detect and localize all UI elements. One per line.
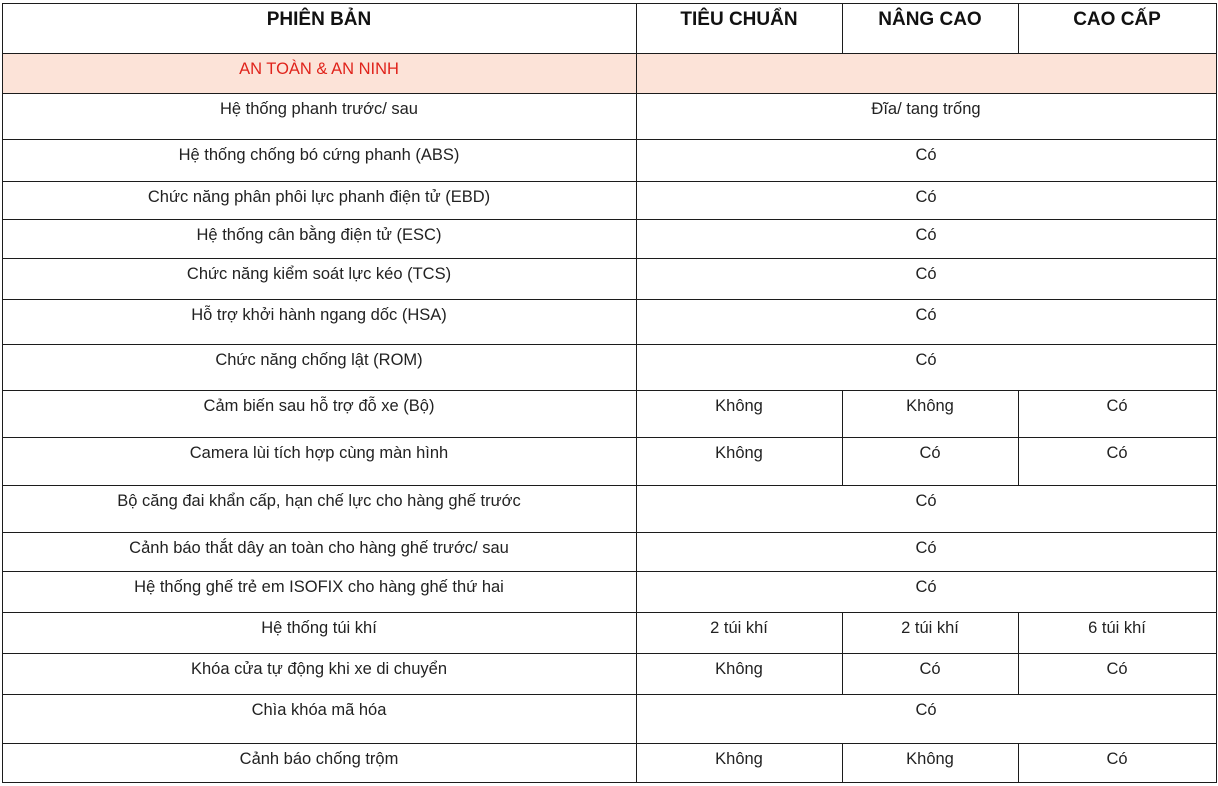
value-merged-cell-text: Có — [915, 306, 937, 324]
feature-cell — [2, 571, 636, 612]
feature-cell — [2, 299, 636, 344]
value-cell-trim-3-text: 6 túi khí — [1088, 619, 1146, 637]
row-border — [2, 653, 1217, 654]
header-feature-text: PHIÊN BẢN — [266, 9, 372, 30]
feature-cell — [2, 390, 636, 437]
value-merged-cell — [636, 694, 1216, 743]
value-cell-trim-2-text: Có — [919, 444, 941, 462]
value-cell-trim-1 — [636, 612, 842, 653]
feature-cell — [2, 139, 636, 181]
feature-cell — [2, 437, 636, 485]
row-border — [2, 694, 1217, 695]
row-border — [2, 3, 1217, 4]
feature-cell-text: Bộ căng đai khẩn cấp, hạn chế lực cho hàng ghế trước — [117, 492, 521, 510]
trim-divider — [842, 3, 843, 53]
header-trim-3-text: CAO CẤP — [1073, 9, 1161, 30]
value-cell-trim-1-text: Không — [715, 397, 763, 415]
feature-cell-text: Cảm biến sau hỗ trợ đỗ xe (Bộ) — [203, 397, 435, 415]
feature-cell — [2, 219, 636, 258]
row-border — [2, 437, 1217, 438]
feature-cell-text: Hỗ trợ khởi hành ngang dốc (HSA) — [191, 306, 447, 324]
trim-divider — [842, 437, 843, 485]
value-cell-trim-2 — [842, 612, 1018, 653]
value-merged-cell — [636, 219, 1216, 258]
value-merged-cell — [636, 93, 1216, 139]
feature-cell — [2, 694, 636, 743]
value-merged-cell-text: Có — [915, 539, 937, 557]
trim-divider — [1018, 743, 1019, 782]
value-cell-trim-1-text: Không — [715, 750, 763, 768]
row-border — [2, 612, 1217, 613]
trim-divider — [842, 612, 843, 653]
row-border — [2, 344, 1217, 345]
value-merged-cell-text: Có — [915, 226, 937, 244]
value-cell-trim-3 — [1018, 612, 1216, 653]
row-border — [2, 532, 1217, 533]
feature-cell — [2, 344, 636, 390]
value-merged-cell-text: Có — [915, 578, 937, 596]
feature-cell-text: Hệ thống ghế trẻ em ISOFIX cho hàng ghế thứ hai — [134, 578, 504, 596]
header-trim-2 — [842, 3, 1018, 53]
value-merged-cell-text: Có — [915, 188, 937, 206]
column-border — [1216, 3, 1217, 782]
value-cell-trim-3 — [1018, 743, 1216, 782]
value-merged-cell — [636, 532, 1216, 571]
row-border — [2, 571, 1217, 572]
value-merged-cell — [636, 344, 1216, 390]
value-merged-cell-text: Đĩa/ tang trống — [871, 100, 981, 118]
trim-divider — [1018, 437, 1019, 485]
feature-cell-text: Chức năng phân phôi lực phanh điện tử (EBD) — [147, 188, 491, 206]
feature-cell-text: Hệ thống cân bằng điện tử (ESC) — [196, 226, 442, 244]
feature-cell — [2, 532, 636, 571]
column-border — [636, 3, 637, 782]
feature-cell — [2, 612, 636, 653]
section-label-text: AN TOÀN & AN NINH — [239, 60, 399, 78]
value-cell-trim-1 — [636, 390, 842, 437]
value-merged-cell — [636, 299, 1216, 344]
value-cell-trim-3-text: Có — [1106, 660, 1128, 678]
feature-cell — [2, 258, 636, 299]
value-cell-trim-1 — [636, 437, 842, 485]
row-border — [2, 93, 1217, 94]
row-border — [2, 743, 1217, 744]
trim-divider — [842, 743, 843, 782]
value-cell-trim-1 — [636, 653, 842, 694]
value-merged-cell — [636, 139, 1216, 181]
value-cell-trim-3-text: Có — [1106, 444, 1128, 462]
value-cell-trim-2-text: Có — [919, 660, 941, 678]
trim-divider — [1018, 612, 1019, 653]
trim-divider — [1018, 653, 1019, 694]
feature-cell-text: Camera lùi tích hợp cùng màn hình — [189, 444, 449, 462]
value-cell-trim-2-text: Không — [906, 397, 954, 415]
header-feature — [2, 3, 636, 53]
feature-cell — [2, 181, 636, 219]
row-border — [2, 139, 1217, 140]
feature-cell-text: Cảnh báo thắt dây an toàn cho hàng ghế trước/ sau — [129, 539, 509, 557]
feature-cell-text: Chìa khóa mã hóa — [251, 701, 387, 719]
value-cell-trim-3-text: Có — [1106, 397, 1128, 415]
value-cell-trim-1-text: Không — [715, 444, 763, 462]
value-merged-cell — [636, 181, 1216, 219]
value-cell-trim-2 — [842, 390, 1018, 437]
header-trim-2-text: NÂNG CAO — [878, 9, 982, 30]
value-cell-trim-3 — [1018, 437, 1216, 485]
value-cell-trim-2 — [842, 743, 1018, 782]
row-border — [2, 299, 1217, 300]
feature-cell — [2, 93, 636, 139]
trim-divider — [1018, 390, 1019, 437]
value-cell-trim-3 — [1018, 653, 1216, 694]
feature-cell-text: Chức năng kiểm soát lực kéo (TCS) — [186, 265, 452, 283]
value-cell-trim-2-text: Không — [906, 750, 954, 768]
value-cell-trim-1 — [636, 743, 842, 782]
value-merged-cell-text: Có — [915, 701, 937, 719]
row-border — [2, 181, 1217, 182]
header-trim-1 — [636, 3, 842, 53]
feature-cell-text: Hệ thống túi khí — [261, 619, 377, 637]
value-merged-cell — [636, 258, 1216, 299]
trim-divider — [842, 390, 843, 437]
value-merged-cell — [636, 485, 1216, 532]
value-cell-trim-1-text: 2 túi khí — [710, 619, 768, 637]
value-cell-trim-3-text: Có — [1106, 750, 1128, 768]
feature-cell-text: Chức năng chống lật (ROM) — [215, 351, 423, 369]
feature-cell — [2, 485, 636, 532]
trim-divider — [842, 653, 843, 694]
value-merged-cell-text: Có — [915, 146, 937, 164]
column-border — [2, 3, 3, 782]
feature-cell-text: Hệ thống chống bó cứng phanh (ABS) — [178, 146, 460, 164]
value-cell-trim-1-text: Không — [715, 660, 763, 678]
feature-cell — [2, 743, 636, 782]
feature-cell-text: Hệ thống phanh trước/ sau — [220, 100, 418, 118]
value-cell-trim-3 — [1018, 390, 1216, 437]
row-border — [2, 390, 1217, 391]
row-border — [2, 258, 1217, 259]
row-border — [2, 219, 1217, 220]
row-border — [2, 53, 1217, 54]
value-cell-trim-2-text: 2 túi khí — [901, 619, 959, 637]
row-border — [2, 782, 1217, 783]
value-merged-cell-text: Có — [915, 492, 937, 510]
feature-cell-text: Cảnh báo chống trộm — [239, 750, 399, 768]
section-label — [2, 53, 636, 93]
row-border — [2, 485, 1217, 486]
feature-cell-text: Khóa cửa tự động khi xe di chuyển — [191, 660, 447, 678]
value-cell-trim-2 — [842, 653, 1018, 694]
feature-cell — [2, 653, 636, 694]
value-merged-cell — [636, 571, 1216, 612]
header-trim-1-text: TIÊU CHUẨN — [680, 9, 798, 30]
trim-divider — [1018, 3, 1019, 53]
value-merged-cell-text: Có — [915, 265, 937, 283]
value-merged-cell-text: Có — [915, 351, 937, 369]
header-trim-3 — [1018, 3, 1216, 53]
value-cell-trim-2 — [842, 437, 1018, 485]
